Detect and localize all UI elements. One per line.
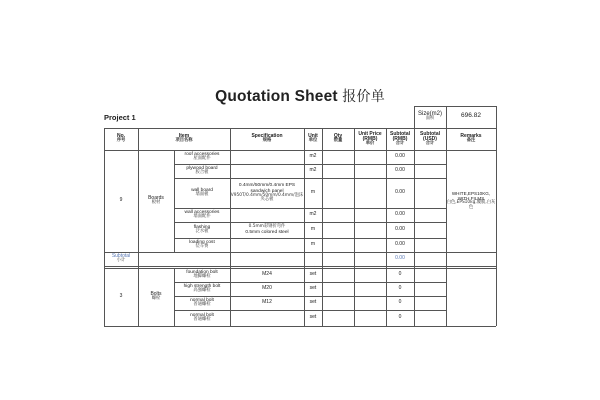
unit-value: m2 — [309, 153, 317, 160]
header-remarks-cn: 备注 — [466, 138, 476, 144]
spec-value: M12 — [262, 299, 272, 306]
header-subtotal-rmb — [386, 128, 414, 150]
unit-value: set — [309, 314, 317, 321]
table-row-unit — [304, 310, 322, 326]
header-qty-en: Qty — [333, 133, 343, 140]
header-subtotal-usd — [414, 128, 446, 150]
item-en: wall accessories — [184, 210, 220, 216]
item-cn: 屋面配件 — [193, 156, 211, 162]
item-cn: 普通螺栓 — [193, 302, 211, 308]
table-row-item — [174, 178, 230, 208]
grid-hline — [104, 326, 496, 327]
item-cn: 地脚螺栓 — [193, 274, 211, 280]
header-unit-price — [354, 128, 386, 150]
table-row-subtotal — [386, 268, 414, 282]
table-row-spec — [230, 282, 304, 296]
table-row-unit — [304, 164, 322, 178]
table-row-subtotal — [386, 150, 414, 164]
subtotal-value: 0.00 — [395, 167, 405, 174]
header-unit-price-en: Unit Price (RMB) — [358, 130, 382, 142]
header-spec-en: Specification — [251, 133, 283, 140]
size-label-cn: 面积 — [425, 115, 435, 121]
table-row-subtotal — [386, 178, 414, 208]
subtotal-value: 0 — [398, 271, 402, 278]
subtotal-value: 0.00 — [395, 211, 405, 218]
item-cn: 墙面板 — [195, 192, 209, 198]
header-unit-cn: 单位 — [308, 138, 318, 144]
subtotal-value-cell — [386, 252, 414, 266]
header-no-en: No. — [116, 133, 126, 140]
subtotal-row-value: 0.00 — [395, 255, 405, 262]
table-row-item — [174, 238, 230, 252]
grid-vline — [354, 128, 355, 326]
item-cn: 泛水板 — [195, 229, 209, 235]
table-row-subtotal — [386, 164, 414, 178]
item-en: normal bolt — [190, 313, 214, 319]
group2-name-cn: 螺栓 — [151, 296, 161, 302]
subtotal-value: 0 — [398, 285, 402, 292]
unit-value: set — [309, 271, 317, 278]
item-cn: 普通螺栓 — [193, 317, 211, 323]
header-subtotal-usd-cn: 合计 — [425, 141, 435, 146]
group1-name-en: Boards — [148, 195, 164, 202]
header-subtotal-rmb-cn: 合计 — [395, 141, 405, 146]
table-row-subtotal — [386, 296, 414, 310]
group1-name — [138, 150, 174, 252]
item-cn: 高强螺栓 — [193, 288, 211, 294]
group2-name-en: Bolts — [150, 291, 162, 298]
subtotal-label-cn: 小计 — [116, 258, 126, 264]
header-spec — [230, 128, 304, 150]
spec-line2: 0.5mm colored steel — [245, 229, 289, 235]
item-cn: 胶合板 — [195, 170, 209, 176]
item-en: flashing — [193, 225, 211, 231]
table-row-unit — [304, 238, 322, 252]
header-qty — [322, 128, 354, 150]
unit-value: set — [309, 285, 317, 292]
item-en: plywood board — [186, 166, 218, 172]
spec-value: M24 — [262, 271, 272, 278]
header-qty-cn: 数量 — [333, 138, 343, 144]
grid-vline — [496, 128, 497, 326]
subtotal-value: 0 — [398, 299, 402, 306]
table-row-subtotal — [386, 310, 414, 326]
header-item-en: Item — [178, 133, 190, 140]
size-value-cell — [446, 106, 496, 126]
subtotal-value: 0.00 — [395, 153, 405, 160]
subtotal-value: 0.00 — [395, 189, 405, 196]
table-row-item — [174, 222, 230, 238]
subtotal-value: 0 — [398, 314, 402, 321]
unit-value: m — [310, 226, 316, 233]
subtotal-label-en: Subtotal — [111, 253, 131, 260]
size-label-cell — [414, 106, 446, 126]
table-row-unit — [304, 222, 322, 238]
item-cn: 墙面配件 — [193, 214, 211, 220]
table-row-subtotal — [386, 208, 414, 222]
table-row-item — [174, 164, 230, 178]
table-row-spec — [230, 178, 304, 208]
grid-vline — [414, 128, 415, 326]
header-spec-cn: 规格 — [262, 138, 272, 144]
group2-no-value: 3 — [119, 293, 123, 300]
table-row-item — [174, 282, 230, 296]
unit-value: m2 — [309, 167, 317, 174]
group1-remarks-cn: 白色,EPS10kg,覆膜,白灰色 — [446, 200, 496, 210]
spec-value: M20 — [262, 285, 272, 292]
subtotal-value: 0.00 — [395, 226, 405, 233]
size-value: 696.82 — [461, 111, 481, 119]
table-row-unit — [304, 178, 322, 208]
group1-remarks-en: WHITE,EPS10KG, WITH FILMS — [451, 190, 491, 201]
spec-line1: 0.4mm/50mm/0.4mm EPS — [238, 183, 296, 189]
table-row-spec — [230, 268, 304, 282]
item-en: high strength bolt — [183, 284, 221, 290]
group1-name-cn: 板材 — [151, 200, 161, 206]
spec-line2: sandwich panel — [250, 188, 284, 194]
table-row-unit — [304, 268, 322, 282]
item-en: wall board — [191, 188, 213, 194]
item-en: roof accessories — [184, 152, 220, 158]
spec-cn: V950T/0.4mm/50mm/0.4mm/泡沫夹芯板 — [230, 192, 304, 203]
group2-name — [138, 268, 174, 326]
item-cn: 装车费 — [195, 244, 209, 250]
project-label: Project 1 — [104, 113, 136, 122]
header-unit — [304, 128, 322, 150]
page-title — [0, 86, 600, 106]
header-no-cn: 序号 — [116, 138, 126, 144]
subtotal-label — [104, 252, 138, 266]
header-unit-en: Unit — [308, 133, 318, 140]
group2-no — [104, 268, 138, 326]
header-unit-price-cn: 单价 — [365, 141, 375, 146]
unit-value: m2 — [309, 211, 317, 218]
table-row-item — [174, 296, 230, 310]
title-en: Quotation Sheet — [215, 88, 338, 105]
group1-no-value: 9 — [119, 197, 123, 204]
unit-value: m — [310, 189, 316, 196]
header-subtotal-usd-en: Subtotal (USD) — [420, 130, 440, 142]
item-en: loading cost — [189, 240, 215, 246]
spec-line1: 0.5mm彩钢折弯件 — [248, 224, 286, 230]
unit-value: m — [310, 241, 316, 248]
header-subtotal-rmb-en: Subtotal (RMB) — [390, 130, 410, 142]
table-row-unit — [304, 296, 322, 310]
item-en: normal bolt — [190, 298, 214, 304]
table-row-unit — [304, 282, 322, 296]
subtotal-value: 0.00 — [395, 241, 405, 248]
header-item-cn: 项目名称 — [175, 138, 193, 144]
grid-hline — [104, 266, 496, 267]
table-row-spec — [230, 222, 304, 238]
title-cn: 报价单 — [342, 89, 385, 105]
header-no — [104, 128, 138, 150]
group1-no — [104, 150, 138, 252]
table-row-item — [174, 268, 230, 282]
table-row-item — [174, 150, 230, 164]
table-row-unit — [304, 150, 322, 164]
item-en: foundation bolt — [186, 270, 218, 276]
grid-vline — [496, 106, 497, 128]
size-label: Size(m2) — [417, 110, 442, 117]
grid-hline — [104, 252, 496, 253]
grid-vline — [322, 128, 323, 326]
header-remarks — [446, 128, 496, 150]
table-row-spec — [230, 296, 304, 310]
table-row-subtotal — [386, 238, 414, 252]
table-row-subtotal — [386, 282, 414, 296]
table-row-item — [174, 310, 230, 326]
group1-remarks — [446, 150, 496, 252]
table-row-subtotal — [386, 222, 414, 238]
table-row-item — [174, 208, 230, 222]
header-item — [138, 128, 230, 150]
table-row-unit — [304, 208, 322, 222]
header-remarks-en: Remarks — [460, 133, 482, 140]
unit-value: set — [309, 299, 317, 306]
